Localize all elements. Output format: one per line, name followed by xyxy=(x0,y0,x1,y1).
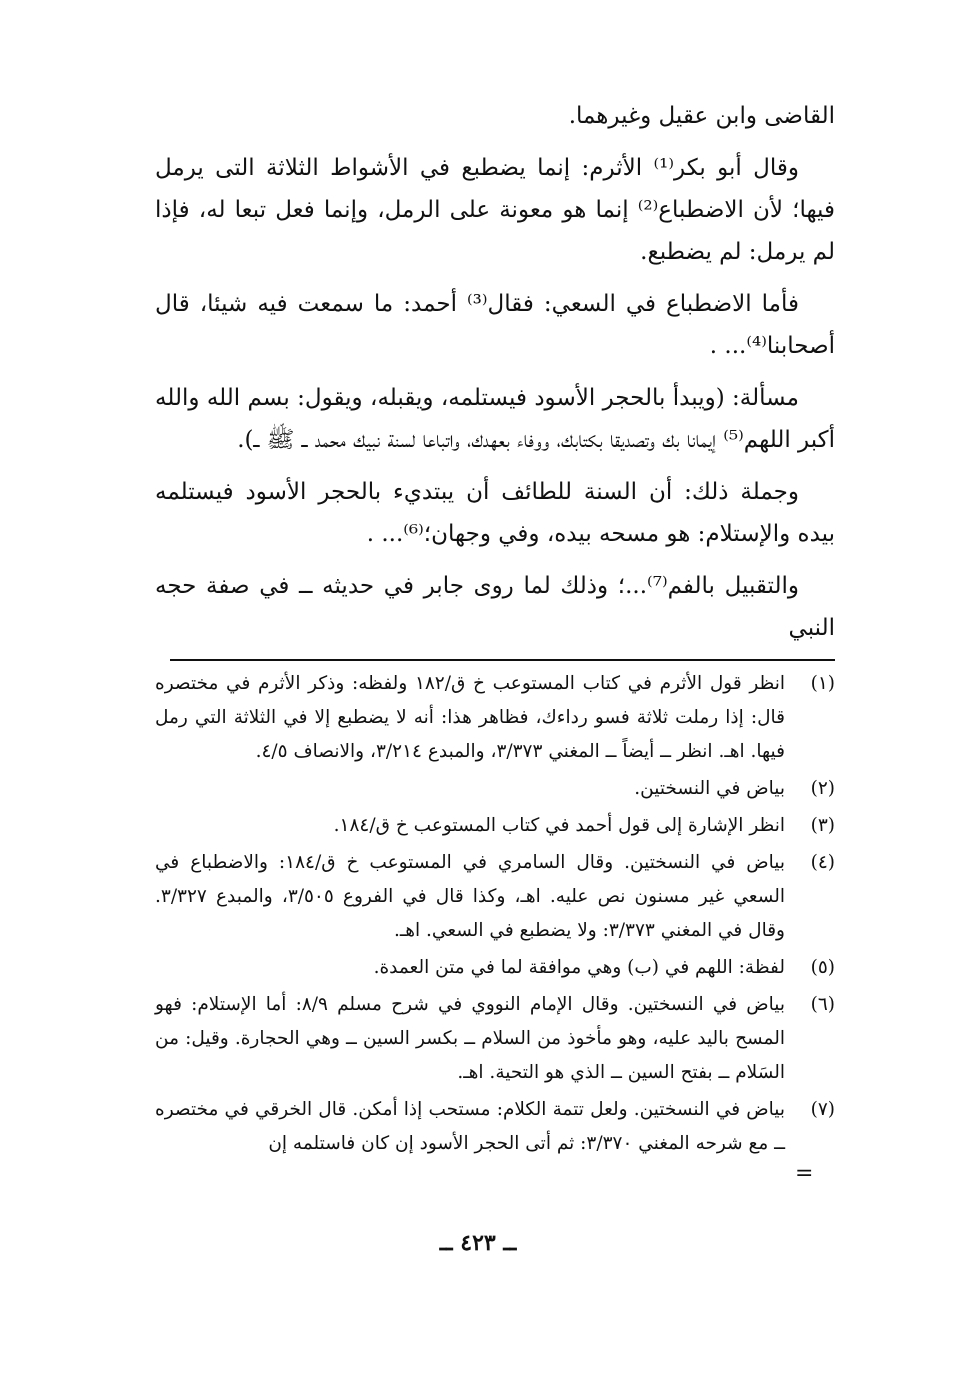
footnote-item xyxy=(155,1093,835,1161)
footnote-item xyxy=(155,772,835,806)
opening-line: القاضى وابن عقيل وغيرهما. xyxy=(568,103,835,129)
footnote-text: بياض في النسختين. وقال الإمام النووي في شرح مسلم ٨/٩: أما الإستلام: فهو المسح باليد عليه، وهو مأخوذ من السلام ــ بكسر السين ــ وهي الحجارة. وقيل: من السَلام ــ بفتح السين ــ الذي هو التحية. اهـ. xyxy=(155,994,785,1083)
paragraph-masala: مسألة: (ويبدأ بالحجر الأسود فيستلمه، ويقبله، ويقول: بسم الله والله أكبر اللهم⁽⁵⁾ إيمانا بك وتصديقا بكتابك، ووفاء بعهدك، واتباعا لسنة نبيك محمد ــ ﷺ ــ). xyxy=(155,385,835,453)
footnote-text: انظر الإشارة إلى قول أحمد في كتاب المستوعب خ ق/١٨٤. xyxy=(333,815,785,836)
footnote-text: انظر قول الأثرم في كتاب المستوعب خ ق/١٨٢ ولفظه: وذكر الأثرم في مختصره قال: إذا رملت ثلاثة فسو رداءك، فظاهر هذا: أنه لا يضطبع إلا في الثلاثة التي رمل فيها. اهـ. انظر ــ أيضاً ــ المغني ٣/٣٧٣، والمبدع ٣/٢١٤، والانصاف ٤/٥. xyxy=(155,673,785,762)
paragraph-taqbil: والتقبيل بالفم⁽⁷⁾...؛ وذلك لما روى جابر في حديثه ــ في صفة حجه النبي xyxy=(155,573,835,641)
footnotes xyxy=(155,667,835,1161)
footnote-number: (٣) xyxy=(810,815,835,836)
page-content xyxy=(155,95,835,1184)
footnote-number: (٧) xyxy=(810,1099,835,1120)
footnote-number: (٤) xyxy=(810,852,835,873)
page-number: ــ ٤٢٣ ــ xyxy=(439,1230,517,1256)
footnote-item xyxy=(155,667,835,769)
footnote-item xyxy=(155,988,835,1090)
footnote-item xyxy=(155,809,835,843)
footnote-text: بياض في النسختين. وقال السامري في المستوعب خ ق/١٨٤: والاضطباع في السعي غير مسنون نص عليه. اهـ، وكذا قال في الفروع ٣/٥٠٥، والمبدع ٣/٣٢٧. وقال في المغني ٣/٣٧٣: ولا يضطبع في السعي. اهـ. xyxy=(155,852,785,941)
footnote-number: (٦) xyxy=(810,994,835,1015)
continuation-mark: = xyxy=(795,1161,814,1186)
footnote-text: لفظة: اللهم في (ب) وهي موافقة لما في متن العمدة. xyxy=(373,957,785,978)
footnote-text: بياض في النسختين. xyxy=(634,778,785,799)
footnote-text: بياض في النسختين. ولعل تتمة الكلام: مستحب إذا أمكن. قال الخرقي في مختصره ــ مع شرحه المغني ٣/٣٧٠: ثم أتى الحجر الأسود إن كان فاستلمه إن xyxy=(155,1099,785,1154)
footnote-item xyxy=(155,951,835,985)
footnote-item xyxy=(155,846,835,948)
paragraph-athram: وقال أبو بكر⁽¹⁾ الأثرم: إنما يضطبع في الأشواط الثلاثة التى يرمل فيها؛ لأن الاضطباع⁽²⁾ إنما هو معونة على الرمل، وإنما فعل تبعا له، فإذا لم يرمل: لم يضطبع. xyxy=(155,155,835,265)
paragraph-saee: فأما الاضطباع في السعي: فقال⁽³⁾ أحمد: ما سمعت فيه شيئا، قال أصحابنا⁽⁴⁾... . xyxy=(155,291,835,359)
main-text xyxy=(155,95,835,649)
footnote-number: (١) xyxy=(810,673,835,694)
paragraph-jumla: وجملة ذلك: أن السنة للطائف أن يبتديء بالحجر الأسود فيستلمه بيده والإستلام: هو مسحه بيده، وفي وجهان؛⁽⁶⁾... . xyxy=(155,479,835,547)
footnote-number: (٢) xyxy=(810,778,835,799)
footnote-divider xyxy=(170,659,835,661)
footnote-number: (٥) xyxy=(810,957,835,978)
